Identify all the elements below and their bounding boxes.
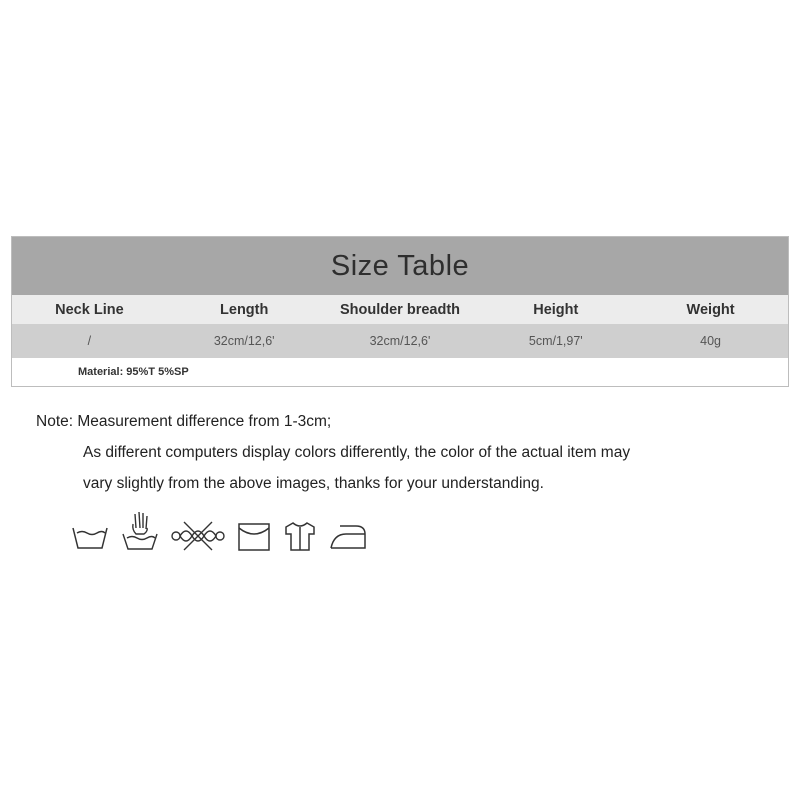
do-not-wring-icon (170, 516, 226, 552)
note-line-1: Note: Measurement difference from 1-3cm; (36, 413, 332, 430)
value-neck-line: / (87, 334, 92, 348)
iron-icon (328, 520, 368, 552)
column-header-neck-line: Neck Line (55, 301, 124, 318)
note-line-3: vary slightly from the above images, thanks for your understanding. (83, 475, 544, 492)
note-line-2: As different computers display colors differently, the color of the actual item may (83, 444, 631, 461)
column-header-weight: Weight (686, 301, 735, 318)
care-instructions (70, 510, 368, 552)
hand-wash-icon (120, 510, 160, 552)
column-header-height: Height (533, 301, 579, 318)
dry-flat-icon (236, 518, 272, 552)
value-weight: 40g (700, 334, 722, 348)
size-table-value-row (12, 324, 788, 358)
size-table-header-row (12, 295, 788, 324)
value-height: 5cm/1,97' (528, 334, 583, 348)
shirt-icon (282, 518, 318, 552)
size-table (11, 236, 789, 387)
column-header-shoulder-breadth: Shoulder breadth (339, 301, 461, 318)
size-table-title: Size Table (12, 237, 788, 295)
column-header-length: Length (220, 301, 269, 318)
note-block (36, 406, 630, 499)
wash-basin-icon (70, 516, 110, 552)
value-shoulder-breadth: 32cm/12,6' (369, 334, 431, 348)
material-info: Material: 95%T 5%SP (12, 358, 788, 386)
value-length: 32cm/12,6' (213, 334, 275, 348)
